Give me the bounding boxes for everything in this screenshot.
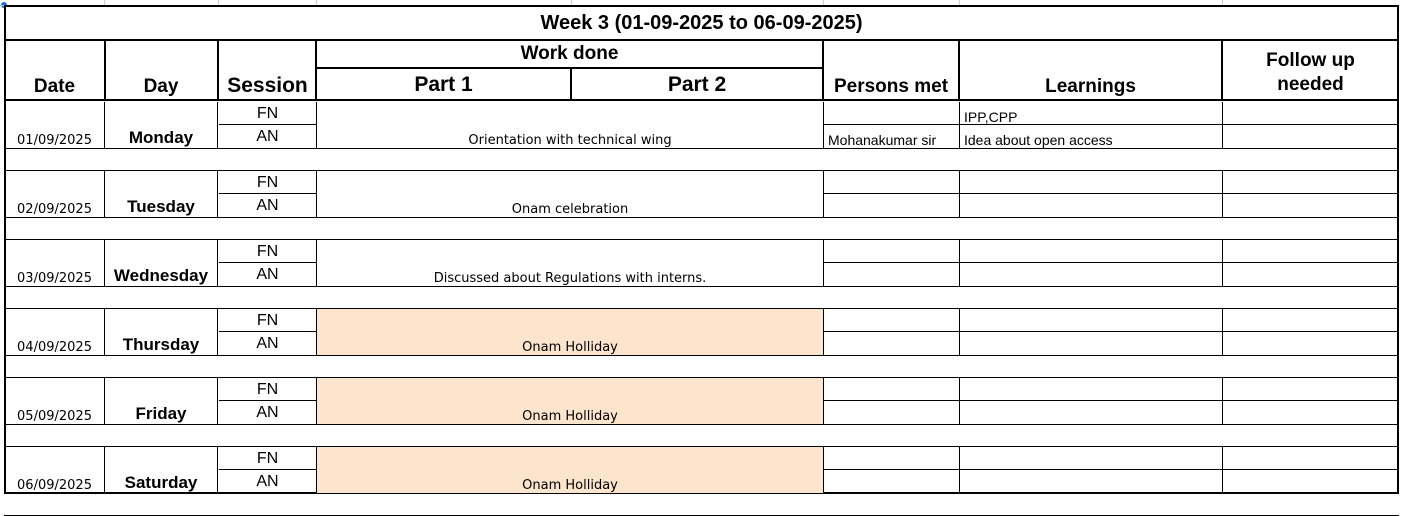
- learning-an-cell[interactable]: [960, 332, 1222, 355]
- column-border: [217, 240, 218, 286]
- work-done-cell[interactable]: Orientation with technical wing: [468, 133, 672, 148]
- header-part-2[interactable]: Part 2: [667, 73, 727, 96]
- header-session[interactable]: Session: [227, 74, 308, 97]
- persons-met-cell[interactable]: Mohanakumar sir: [828, 132, 937, 148]
- date-cell[interactable]: 06/09/2025: [17, 478, 92, 493]
- follow-up-cell[interactable]: [1223, 240, 1398, 286]
- session-an-cell[interactable]: AN: [256, 127, 279, 145]
- follow-up-cell[interactable]: [1223, 447, 1398, 493]
- learning-fn-cell[interactable]: IPP,CPP: [964, 109, 1018, 125]
- column-border: [217, 378, 218, 424]
- day-cell[interactable]: Saturday: [124, 473, 198, 492]
- persons-met-cell[interactable]: [824, 401, 959, 424]
- learning-an-cell[interactable]: Idea about open access: [964, 132, 1113, 148]
- date-cell[interactable]: 02/09/2025: [17, 202, 92, 217]
- header-part-1[interactable]: Part 1: [414, 73, 473, 96]
- date-cell[interactable]: 03/09/2025: [17, 271, 92, 286]
- header-work-done[interactable]: Work done: [520, 43, 619, 64]
- session-fn-cell[interactable]: FN: [256, 380, 279, 398]
- session-an-cell[interactable]: AN: [256, 472, 279, 490]
- table-title[interactable]: Week 3 (01-09-2025 to 06-09-2025): [540, 11, 863, 34]
- column-border: [217, 102, 218, 148]
- header-day[interactable]: Day: [143, 76, 179, 97]
- session-fn-cell[interactable]: FN: [256, 242, 279, 260]
- follow-up-cell[interactable]: [1223, 102, 1398, 148]
- learning-fn-cell[interactable]: [960, 378, 1222, 401]
- date-cell[interactable]: 01/09/2025: [17, 133, 92, 148]
- session-fn-cell[interactable]: FN: [256, 104, 279, 122]
- follow-up-cell[interactable]: [1223, 171, 1398, 217]
- session-an-cell[interactable]: AN: [256, 265, 279, 283]
- session-an-cell[interactable]: AN: [256, 403, 279, 421]
- work-done-divider: [316, 67, 822, 69]
- work-done-cell[interactable]: Discussed about Regulations with interns.: [433, 271, 707, 286]
- day-cell[interactable]: Thursday: [122, 335, 200, 354]
- day-cell[interactable]: Friday: [135, 404, 187, 423]
- date-cell[interactable]: 05/09/2025: [17, 409, 92, 424]
- column-border: [217, 171, 218, 217]
- column-border: [217, 309, 218, 355]
- persons-met-cell[interactable]: [824, 470, 959, 493]
- learning-fn-cell[interactable]: [960, 309, 1222, 332]
- work-done-cell[interactable]: Onam celebration: [511, 202, 629, 217]
- persons-met-cell[interactable]: [824, 194, 959, 217]
- outside-grid: [0, 5, 4, 6]
- learning-fn-cell[interactable]: [960, 171, 1222, 194]
- learning-an-cell[interactable]: [960, 401, 1222, 424]
- learning-an-cell[interactable]: [960, 194, 1222, 217]
- header-persons-met[interactable]: Persons met: [833, 76, 949, 97]
- work-done-cell[interactable]: Onam Holliday: [522, 478, 618, 493]
- learning-an-cell[interactable]: [960, 263, 1222, 286]
- persons-met-cell[interactable]: [824, 263, 959, 286]
- day-cell[interactable]: Tuesday: [127, 197, 195, 216]
- session-an-cell[interactable]: AN: [256, 196, 279, 214]
- follow-up-cell[interactable]: [1223, 309, 1398, 355]
- header-date[interactable]: Date: [33, 76, 76, 97]
- date-cell[interactable]: 04/09/2025: [17, 340, 92, 355]
- work-done-cell[interactable]: Onam Holliday: [522, 409, 618, 424]
- learning-fn-cell[interactable]: [960, 447, 1222, 470]
- session-an-cell[interactable]: AN: [256, 334, 279, 352]
- header-follow-up[interactable]: Follow up needed: [1266, 50, 1355, 95]
- work-done-cell[interactable]: Onam Holliday: [522, 340, 618, 355]
- session-fn-cell[interactable]: FN: [256, 173, 279, 191]
- learning-fn-cell[interactable]: [960, 240, 1222, 263]
- session-fn-cell[interactable]: FN: [256, 449, 279, 467]
- session-fn-cell[interactable]: FN: [256, 311, 279, 329]
- header-learnings[interactable]: Learnings: [1045, 76, 1136, 97]
- follow-up-cell[interactable]: [1223, 378, 1398, 424]
- day-cell[interactable]: Monday: [128, 128, 194, 147]
- column-border: [217, 447, 218, 493]
- persons-met-cell[interactable]: [824, 332, 959, 355]
- day-cell[interactable]: Wednesday: [113, 266, 209, 285]
- learning-an-cell[interactable]: [960, 470, 1222, 493]
